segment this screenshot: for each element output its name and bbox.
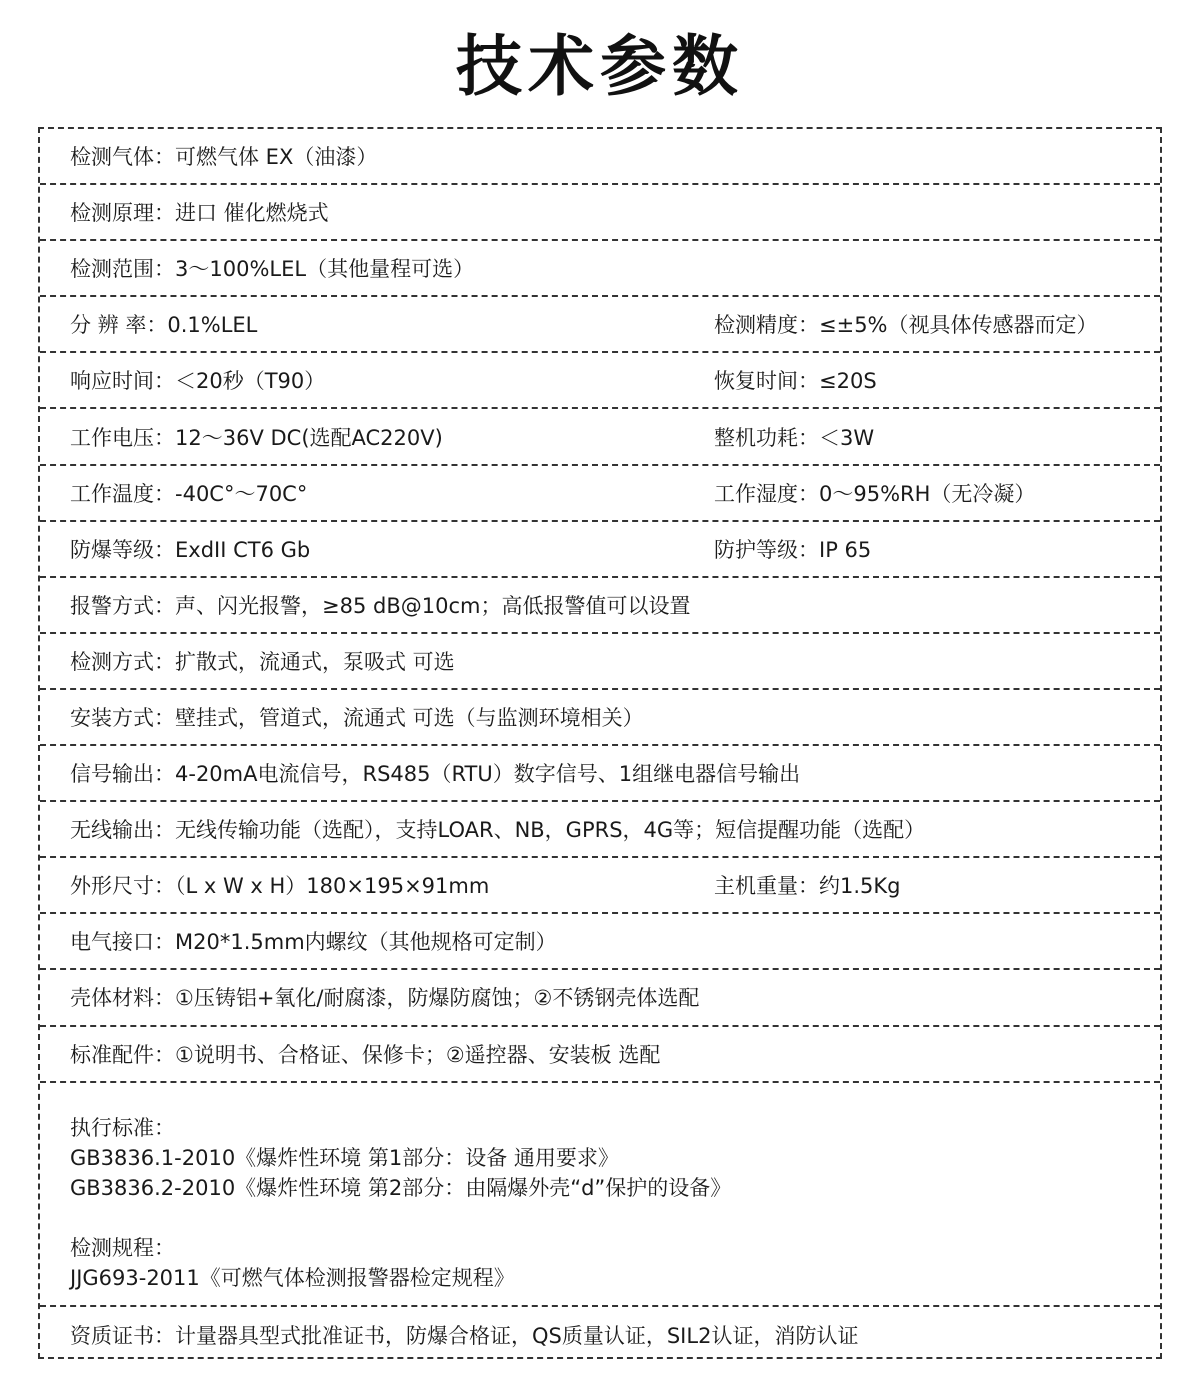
spec-table [38,127,1162,1359]
spec-row-standards [40,1083,1160,1307]
spec-detect-gas: 检测气体：可燃气体 EX（油漆） [70,145,378,170]
procedure-line-1: JJG693-2011《可燃气体检测报警器检定规程》 [70,1265,515,1290]
spec-humidity: 工作湿度：0～95%RH（无冷凝） [714,481,1036,506]
spec-temperature: 工作温度：-40C°～70C° [70,481,308,506]
spec-row-signal [40,746,1160,802]
procedure-heading: 检测规程： [70,1235,175,1260]
exec-standard-line-1: GB3836.1-2010《爆炸性环境 第1部分：设备 通用要求》 [70,1145,619,1170]
spec-row-housing [40,970,1160,1026]
spec-recovery-time: 恢复时间：≤20S [714,369,877,394]
spec-row-principle [40,185,1160,241]
spec-row-certificates [40,1307,1160,1363]
spec-voltage: 工作电压：12～36V DC(选配AC220V) [70,425,443,450]
spec-accuracy: 检测精度：≤±5%（视具体传感器而定） [714,313,1098,338]
spec-certificates: 资质证书：计量器具型式批准证书，防爆合格证，QS质量认证，SIL2认证，消防认证 [70,1323,859,1348]
spacer [70,1203,731,1233]
spec-detect-range: 检测范围：3～100%LEL（其他量程可选） [70,257,475,282]
spec-explosion-grade: 防爆等级：ExdII CT6 Gb [70,537,311,562]
spec-electrical-interface: 电气接口：M20*1.5mm内螺纹（其他规格可定制） [70,930,557,955]
spec-row-resolution [40,297,1160,353]
spec-signal-output: 信号输出：4-20mA电流信号，RS485（RTU）数字信号、1组继电器信号输出 [70,762,801,787]
spec-row-range [40,241,1160,297]
spec-dimensions: 外形尺寸：（L x W x H）180×195×91mm [70,874,490,899]
spec-protection-grade: 防护等级：IP 65 [714,537,872,562]
spec-row-alarm [40,578,1160,634]
standards-block [70,1113,731,1293]
spec-resolution: 分 辨 率：0.1%LEL [70,313,258,338]
spec-alarm-mode: 报警方式：声、闪光报警，≥85 dB@10cm；高低报警值可以设置 [70,593,691,618]
spec-row-dimension [40,858,1160,914]
spec-row-install [40,690,1160,746]
spec-row-temperature [40,466,1160,522]
spec-wireless-output: 无线输出：无线传输功能（选配），支持LOAR、NB，GPRS，4G等；短信提醒功能（选配） [70,818,926,843]
spec-row-accessories [40,1027,1160,1083]
spec-row-detect-mode [40,634,1160,690]
spec-power: 整机功耗：＜3W [714,425,875,450]
spec-standard-accessories: 标准配件：①说明书、合格证、保修卡；②遥控器、安装板 选配 [70,1042,661,1067]
spec-row-wireless [40,802,1160,858]
spec-install-mode: 安装方式：壁挂式，管道式，流通式 可选（与监测环境相关） [70,705,644,730]
spec-detect-mode: 检测方式：扩散式，流通式，泵吸式 可选 [70,649,455,674]
spec-weight: 主机重量：约1.5Kg [714,874,901,899]
exec-standard-line-2: GB3836.2-2010《爆炸性环境 第2部分：由隔爆外壳“d”保护的设备》 [70,1175,732,1200]
spec-detect-principle: 检测原理：进口 催化燃烧式 [70,201,329,226]
spec-response-time: 响应时间：＜20秒（T90） [70,369,326,394]
spec-row-voltage [40,409,1160,465]
spec-row-response [40,353,1160,409]
page-title: 技术参数 [456,28,744,105]
spec-row-interface [40,914,1160,970]
spec-housing-material: 壳体材料：①压铸铝+氧化/耐腐漆，防爆防腐蚀；②不锈钢壳体选配 [70,986,700,1011]
exec-standard-heading: 执行标准： [70,1115,175,1140]
spec-row-gas [40,129,1160,185]
spec-row-explosion [40,522,1160,578]
